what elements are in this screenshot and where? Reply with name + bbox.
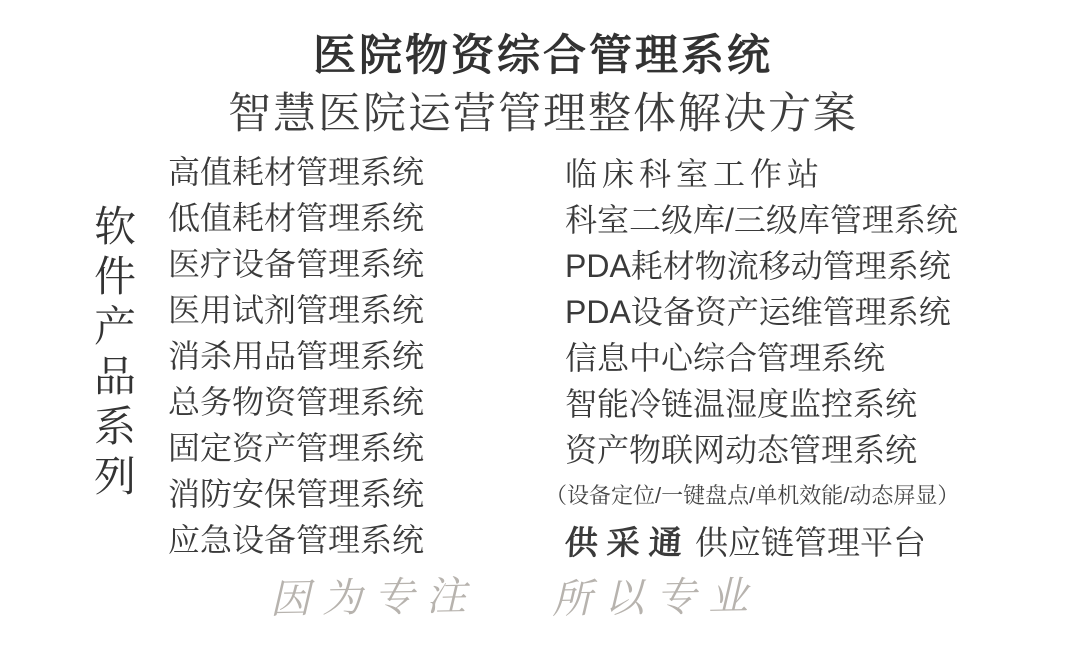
product-item: 科室二级库/三级库管理系统 bbox=[565, 202, 958, 238]
slogan-part1: 因为专注 bbox=[269, 573, 479, 623]
product-item: 消防安保管理系统 bbox=[168, 476, 425, 512]
product-list-left bbox=[168, 147, 424, 561]
platform-rest-label: 供应链管理平台 bbox=[695, 523, 926, 561]
series-vertical-label: 软件产品系列 bbox=[89, 204, 136, 504]
product-item: 应急设备管理系统 bbox=[168, 522, 425, 558]
product-item: 总务物资管理系统 bbox=[168, 384, 425, 420]
product-item: 信息中心综合管理系统 bbox=[565, 340, 886, 376]
product-item: 临床科室工作站 bbox=[565, 156, 825, 192]
product-item: 低值耗材管理系统 bbox=[168, 200, 425, 236]
slogan-part2: 所以专业 bbox=[551, 573, 761, 623]
product-item: 固定资产管理系统 bbox=[168, 430, 425, 466]
product-item: PDA设备资产运维管理系统 bbox=[565, 294, 951, 330]
page-subtitle: 智慧医院运营管理整体解决方案 bbox=[228, 90, 858, 138]
product-item: 医用试剂管理系统 bbox=[168, 292, 425, 328]
product-item: 医疗设备管理系统 bbox=[168, 246, 425, 282]
platform-brand-name: 供采通 bbox=[563, 525, 692, 562]
product-item: PDA耗材物流移动管理系统 bbox=[565, 248, 951, 284]
product-item: 资产物联网动态管理系统 bbox=[565, 432, 918, 468]
product-item: 消杀用品管理系统 bbox=[168, 338, 425, 374]
product-item: 智能冷链温湿度监控系统 bbox=[565, 386, 918, 422]
product-list-right bbox=[545, 149, 960, 563]
product-item-platform bbox=[565, 517, 959, 563]
page-title: 医院物资综合管理系统 bbox=[313, 32, 773, 80]
product-item-note: （设备定位/一键盘点/单机效能/动态屏显） bbox=[545, 482, 960, 508]
product-item: 高值耗材管理系统 bbox=[168, 154, 425, 190]
slogan-calligraphy bbox=[0, 566, 1058, 623]
